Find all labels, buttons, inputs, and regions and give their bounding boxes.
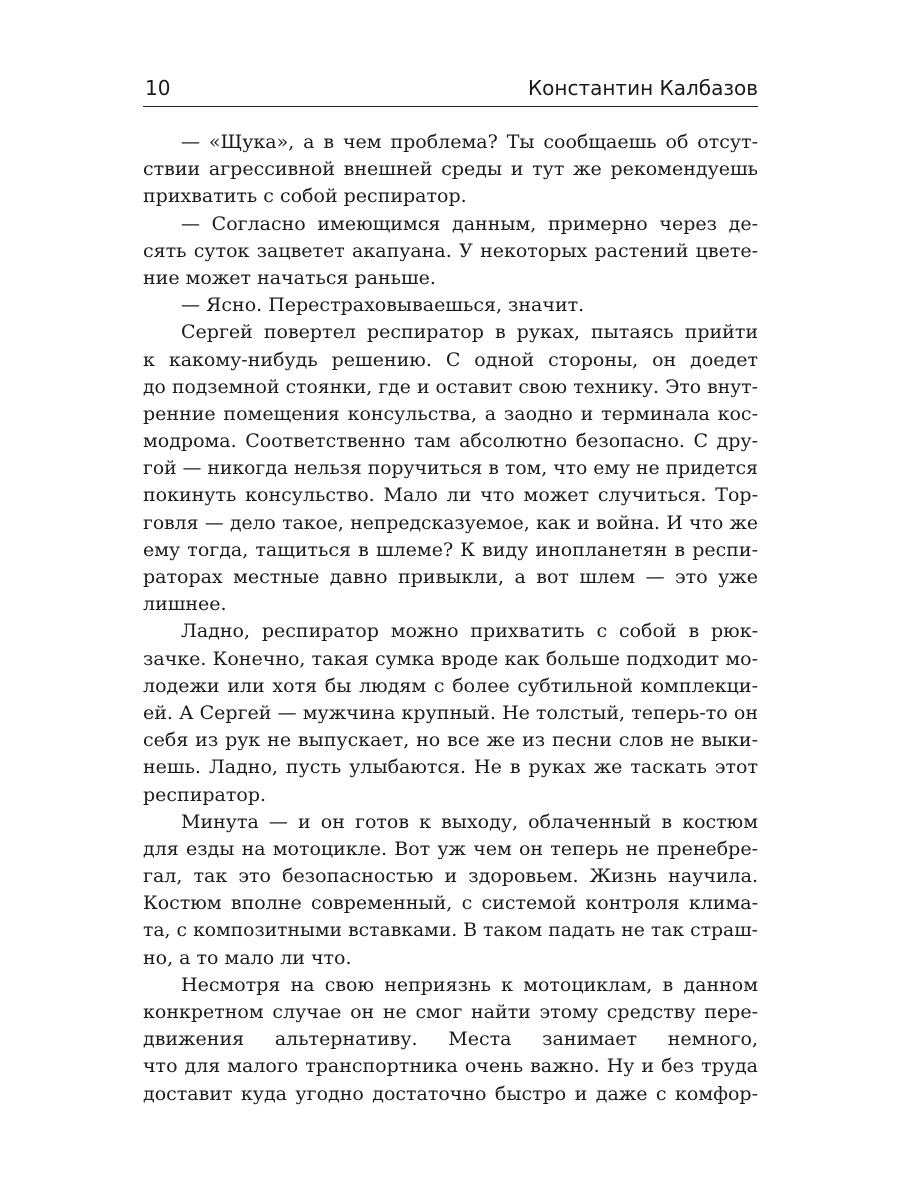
text-line: Сергей повертел респиратор в руках, пытаясь прийти	[181, 321, 758, 344]
text-line: до подземной стоянки, где и оставит свою технику. Это внут-	[143, 376, 758, 398]
text-line: гой — никогда нельзя поручиться в том, что ему не придется	[143, 458, 758, 480]
page-number: 10	[145, 76, 171, 100]
text-line: Несмотря на свою неприязнь к мотоциклам, в данном	[181, 973, 758, 996]
text-line: ренние помещения консульства, а заодно и терминала кос-	[143, 402, 758, 425]
text-line: что для малого транспортника очень важно. Ну и без труда	[143, 1055, 758, 1078]
running-header	[143, 72, 758, 107]
paragraph	[143, 319, 758, 618]
text-line: но, а то мало ли что.	[143, 946, 352, 969]
text-line: доставит куда угодно достаточно быстро и даже с комфор-	[143, 1082, 758, 1105]
text-line: ей. А Сергей — мужчина крупный. Не толстый, теперь-то он	[143, 701, 758, 724]
text-line: та, с композитными вставками. В таком падать не так страш-	[143, 920, 758, 942]
text-line: — Согласно имеющимся данным, примерно через де-	[181, 212, 758, 235]
paragraph	[143, 292, 758, 319]
text-line: нешь. Ладно, пусть улыбаются. Не в руках же таскать этот	[143, 756, 758, 779]
text-line: — Ясно. Перестраховываешься, значит.	[181, 294, 585, 317]
paragraph	[143, 618, 758, 808]
paragraph	[143, 211, 758, 293]
text-line: к какому-нибудь решению. С одной стороны, он доедет	[143, 348, 758, 371]
text-line: Минута — и он готов к выходу, облаченный в костюм	[181, 810, 758, 833]
text-line: зачке. Конечно, такая сумка вроде как больше подходит мо-	[143, 647, 758, 670]
text-line: модрома. Соответственно там абсолютно безопасно. С дру-	[143, 430, 758, 453]
text-line: раторах местные давно привыкли, а вот шлем — это уже	[143, 566, 758, 588]
text-line: Костюм вполне современный, с системой контроля клима-	[143, 892, 758, 915]
text-line: лишнее.	[143, 593, 227, 616]
text-line: покинуть консульство. Мало ли что может случиться. Тор-	[143, 484, 758, 507]
text-line: себя из рук не выпускает, но все же из песни слов не выки-	[143, 729, 758, 752]
text-line: ние может начаться раньше.	[143, 266, 436, 289]
text-line: говля — дело такое, непредсказуемое, как и война. И что же	[143, 512, 758, 534]
author-name: Константин Калбазов	[527, 76, 758, 100]
paragraph	[143, 129, 758, 211]
text-line: ствии агрессивной внешней среды и тут же рекомендуешь	[143, 158, 758, 181]
text-line: для езды на мотоцикле. Вот уж чем он теперь не пренебре-	[143, 837, 758, 860]
text-line: ему тогда, тащиться в шлеме? К виду инопланетян в респи-	[143, 538, 758, 561]
text-line: — «Щука», а в чем проблема? Ты сообщаешь об отсут-	[181, 131, 758, 153]
text-line: гал, так это безопасностью и здоровьем. Жизнь научила.	[143, 865, 758, 888]
text-line: конкретном случае он не смог найти этому средству пере-	[143, 1001, 758, 1023]
text-line: движения альтернативу. Места занимает немного,	[143, 1028, 758, 1051]
body-text	[143, 129, 758, 1108]
text-line: лодежи или хотя бы людям с более субтильной комплекци-	[143, 674, 758, 697]
text-line: сять суток зацветет акапуана. У некоторых растений цвете-	[143, 239, 758, 262]
text-line: прихватить с собой респиратор.	[143, 185, 467, 208]
paragraph	[143, 809, 758, 972]
text-line: Ладно, респиратор можно прихватить с собой в рюк-	[181, 620, 758, 643]
text-line: респиратор.	[143, 783, 267, 806]
paragraph	[143, 972, 758, 1108]
